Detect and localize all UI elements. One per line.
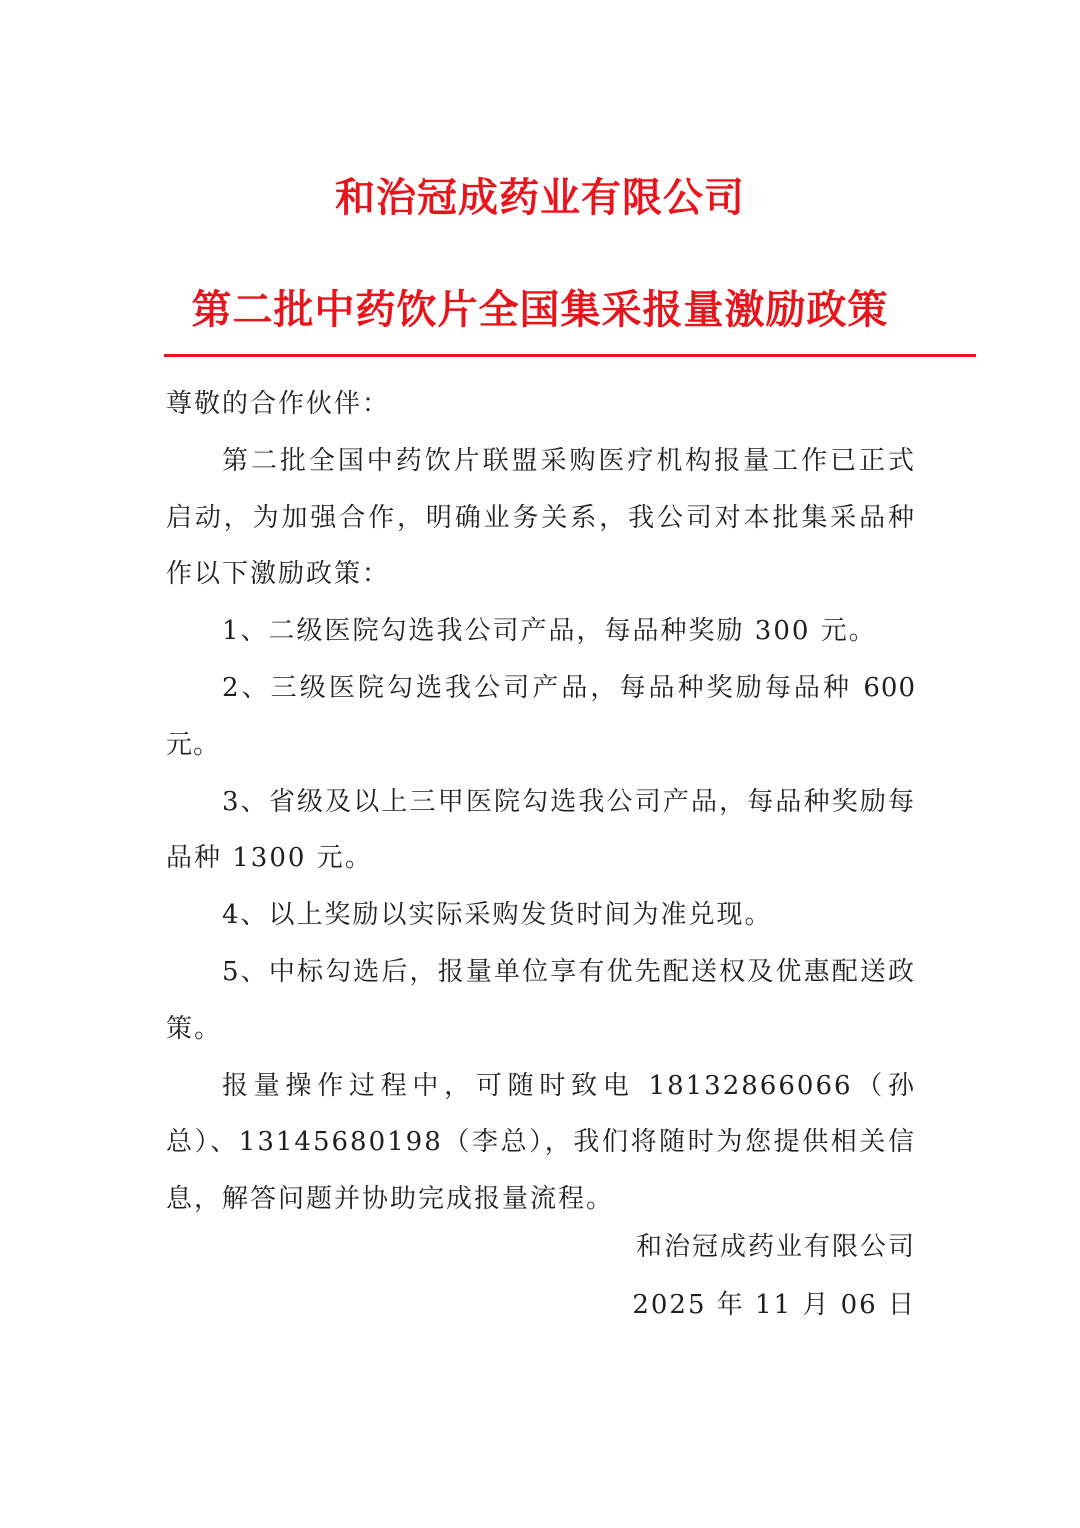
policy-item-4: 4、以上奖励以实际采购发货时间为准兑现。 xyxy=(222,900,773,931)
intro-paragraph: 第二批全国中药饮片联盟采购医疗机构报量工作已正式启动，为加强合作，明确业务关系，我公司对本批集采品种作以下激励政策： xyxy=(166,445,916,590)
greeting: 尊敬的合作伙伴： xyxy=(166,389,391,419)
signature-date: 2025 年 11 月 06 日 xyxy=(632,1290,916,1320)
policy-item-3: 3、省级及以上三甲医院勾选我公司产品，每品种奖励每品种 1300 元。 xyxy=(166,786,916,874)
policy-title: 第二批中药饮片全国集采报量激励政策 xyxy=(191,287,889,333)
red-divider xyxy=(164,354,976,357)
policy-item-2: 2、三级医院勾选我公司产品，每品种奖励每品种 600 元。 xyxy=(166,672,916,760)
letter-body xyxy=(166,376,916,1228)
signature-company: 和治冠成药业有限公司 xyxy=(635,1232,916,1262)
policy-item-5: 5、中标勾选后，报量单位享有优先配送权及优惠配送政策。 xyxy=(166,956,916,1044)
company-title: 和治冠成药业有限公司 xyxy=(335,175,745,221)
policy-item-1: 1、二级医院勾选我公司产品，每品种奖励 300 元。 xyxy=(222,616,877,647)
contact-paragraph: 报量操作过程中，可随时致电 18132866066（孙总）、13145680198（李总），我们将随时为您提供相关信息，解答问题并协助完成报量流程。 xyxy=(166,1070,916,1215)
